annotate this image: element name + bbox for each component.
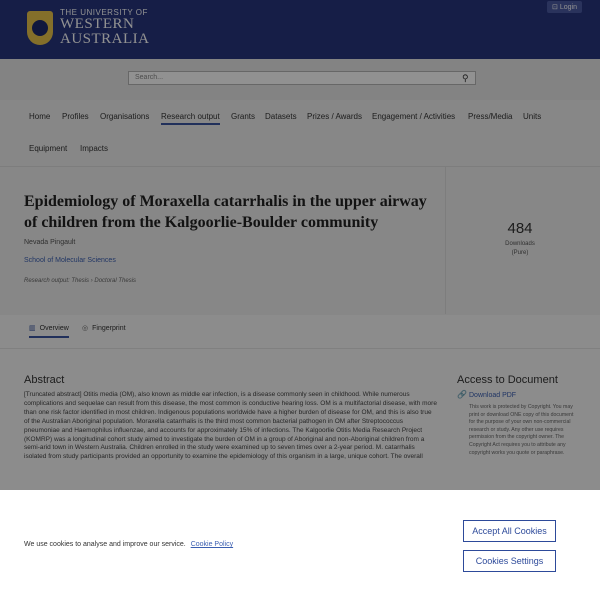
paperclip-icon: 🔗 [457,390,467,399]
cookie-settings-button[interactable]: Cookies Settings [463,550,556,572]
nav-item-impacts[interactable]: Impacts [80,144,109,153]
nav-item-press-media[interactable]: Press/Media [468,112,513,121]
cookie-policy-link[interactable]: Cookie Policy [190,541,234,548]
copyright-notice: This work is protected by Copyright. You may print or download ONE copy of this document for the purpose of your own non-commercial research or study. Any other use requires permission from the copyright owner. The Copyright Act requires you to attribute any copyright works you quote or paraphrase. [469,404,574,456]
overview-icon: ▥ [29,325,36,332]
nav-item-profiles[interactable]: Profiles [62,112,89,121]
school-link[interactable]: School of Molecular Sciences [24,257,116,264]
tab-fingerprint-label: Fingerprint [92,324,126,332]
nav-item-home[interactable]: Home [29,112,51,121]
accept-all-cookies-button[interactable]: Accept All Cookies [463,520,556,542]
cookie-message-row [24,541,233,548]
nav-item-datasets[interactable]: Datasets [265,112,297,121]
nav-item-organisations[interactable]: Organisations [100,112,150,121]
downloads-label-sub: (Pure) [511,250,529,256]
nav-item-units[interactable]: Units [523,112,542,121]
login-label: Login [559,3,577,11]
logo-line2: WESTERN [60,16,135,32]
nav-item-engagement[interactable]: Engagement / Activities [372,112,456,121]
abstract-text: [Truncated abstract] Otitis media (OM), also known as middle ear infection, is a disease commonly seen in childhood. While numerous complications and sequelae can result from this disease, the most common is conductive hearing loss. OM is a multifactorial disease, with more than one risk factor identified in most children. Indigenous populations worldwide have a higher burden of disease for OM, and this is also true of the Australian Aboriginal population. Moraxella catarrhalis is the third most common bacterial pathogen in OM after Streptococcus pneumoniae and Haemophilus influenzae, and accounts for approximately 15% of infections. The Kalgoorlie Otitis Media Research Project (KOMRP) was a longitudinal cohort study aimed to investigate the burden of OM in a group of Aboriginal and non-Aboriginal children from a semi-arid town in Western Australia. Children enrolled in the study were examined up to seven times over a 2-year period. M. catarrhalis isolated from study participants provided an opportunity to examine the epidemiology of this organism in a large, unique cohort. The overall [24,391,437,461]
nav-item-prizes[interactable]: Prizes / Awards [307,112,362,121]
downloads-label-text: Downloads [505,241,535,247]
logo-line3: AUSTRALIA [60,31,150,47]
nav-item-equipment[interactable]: Equipment [29,144,68,153]
search-icon[interactable]: ⚲ [462,73,469,83]
fingerprint-icon: ◎ [82,325,89,332]
logo-line1: THE UNIVERSITY OF [60,8,148,17]
output-type: Research output: Thesis › Doctoral Thesis [24,278,137,284]
nav-item-research-output[interactable]: Research output [161,112,220,125]
author-link[interactable]: Nevada Pingault [24,239,76,246]
cookie-banner [0,490,600,600]
cookie-message: We use cookies to analyse and improve our service. [24,541,186,548]
downloads-count: 484 [507,220,533,237]
tab-overview-label: Overview [39,324,69,332]
abstract-heading: Abstract [24,374,65,386]
nav-item-grants[interactable]: Grants [231,112,256,121]
search-input[interactable]: Search... [128,71,476,85]
lock-icon: ⊡ [551,4,558,11]
access-heading: Access to Document [457,374,558,386]
page-title: Epidemiology of Moraxella catarrhalis in the upper airway of children from the Kalgoorlie-Boulder community [24,193,427,231]
download-pdf-link[interactable]: Download PDF [469,392,517,399]
